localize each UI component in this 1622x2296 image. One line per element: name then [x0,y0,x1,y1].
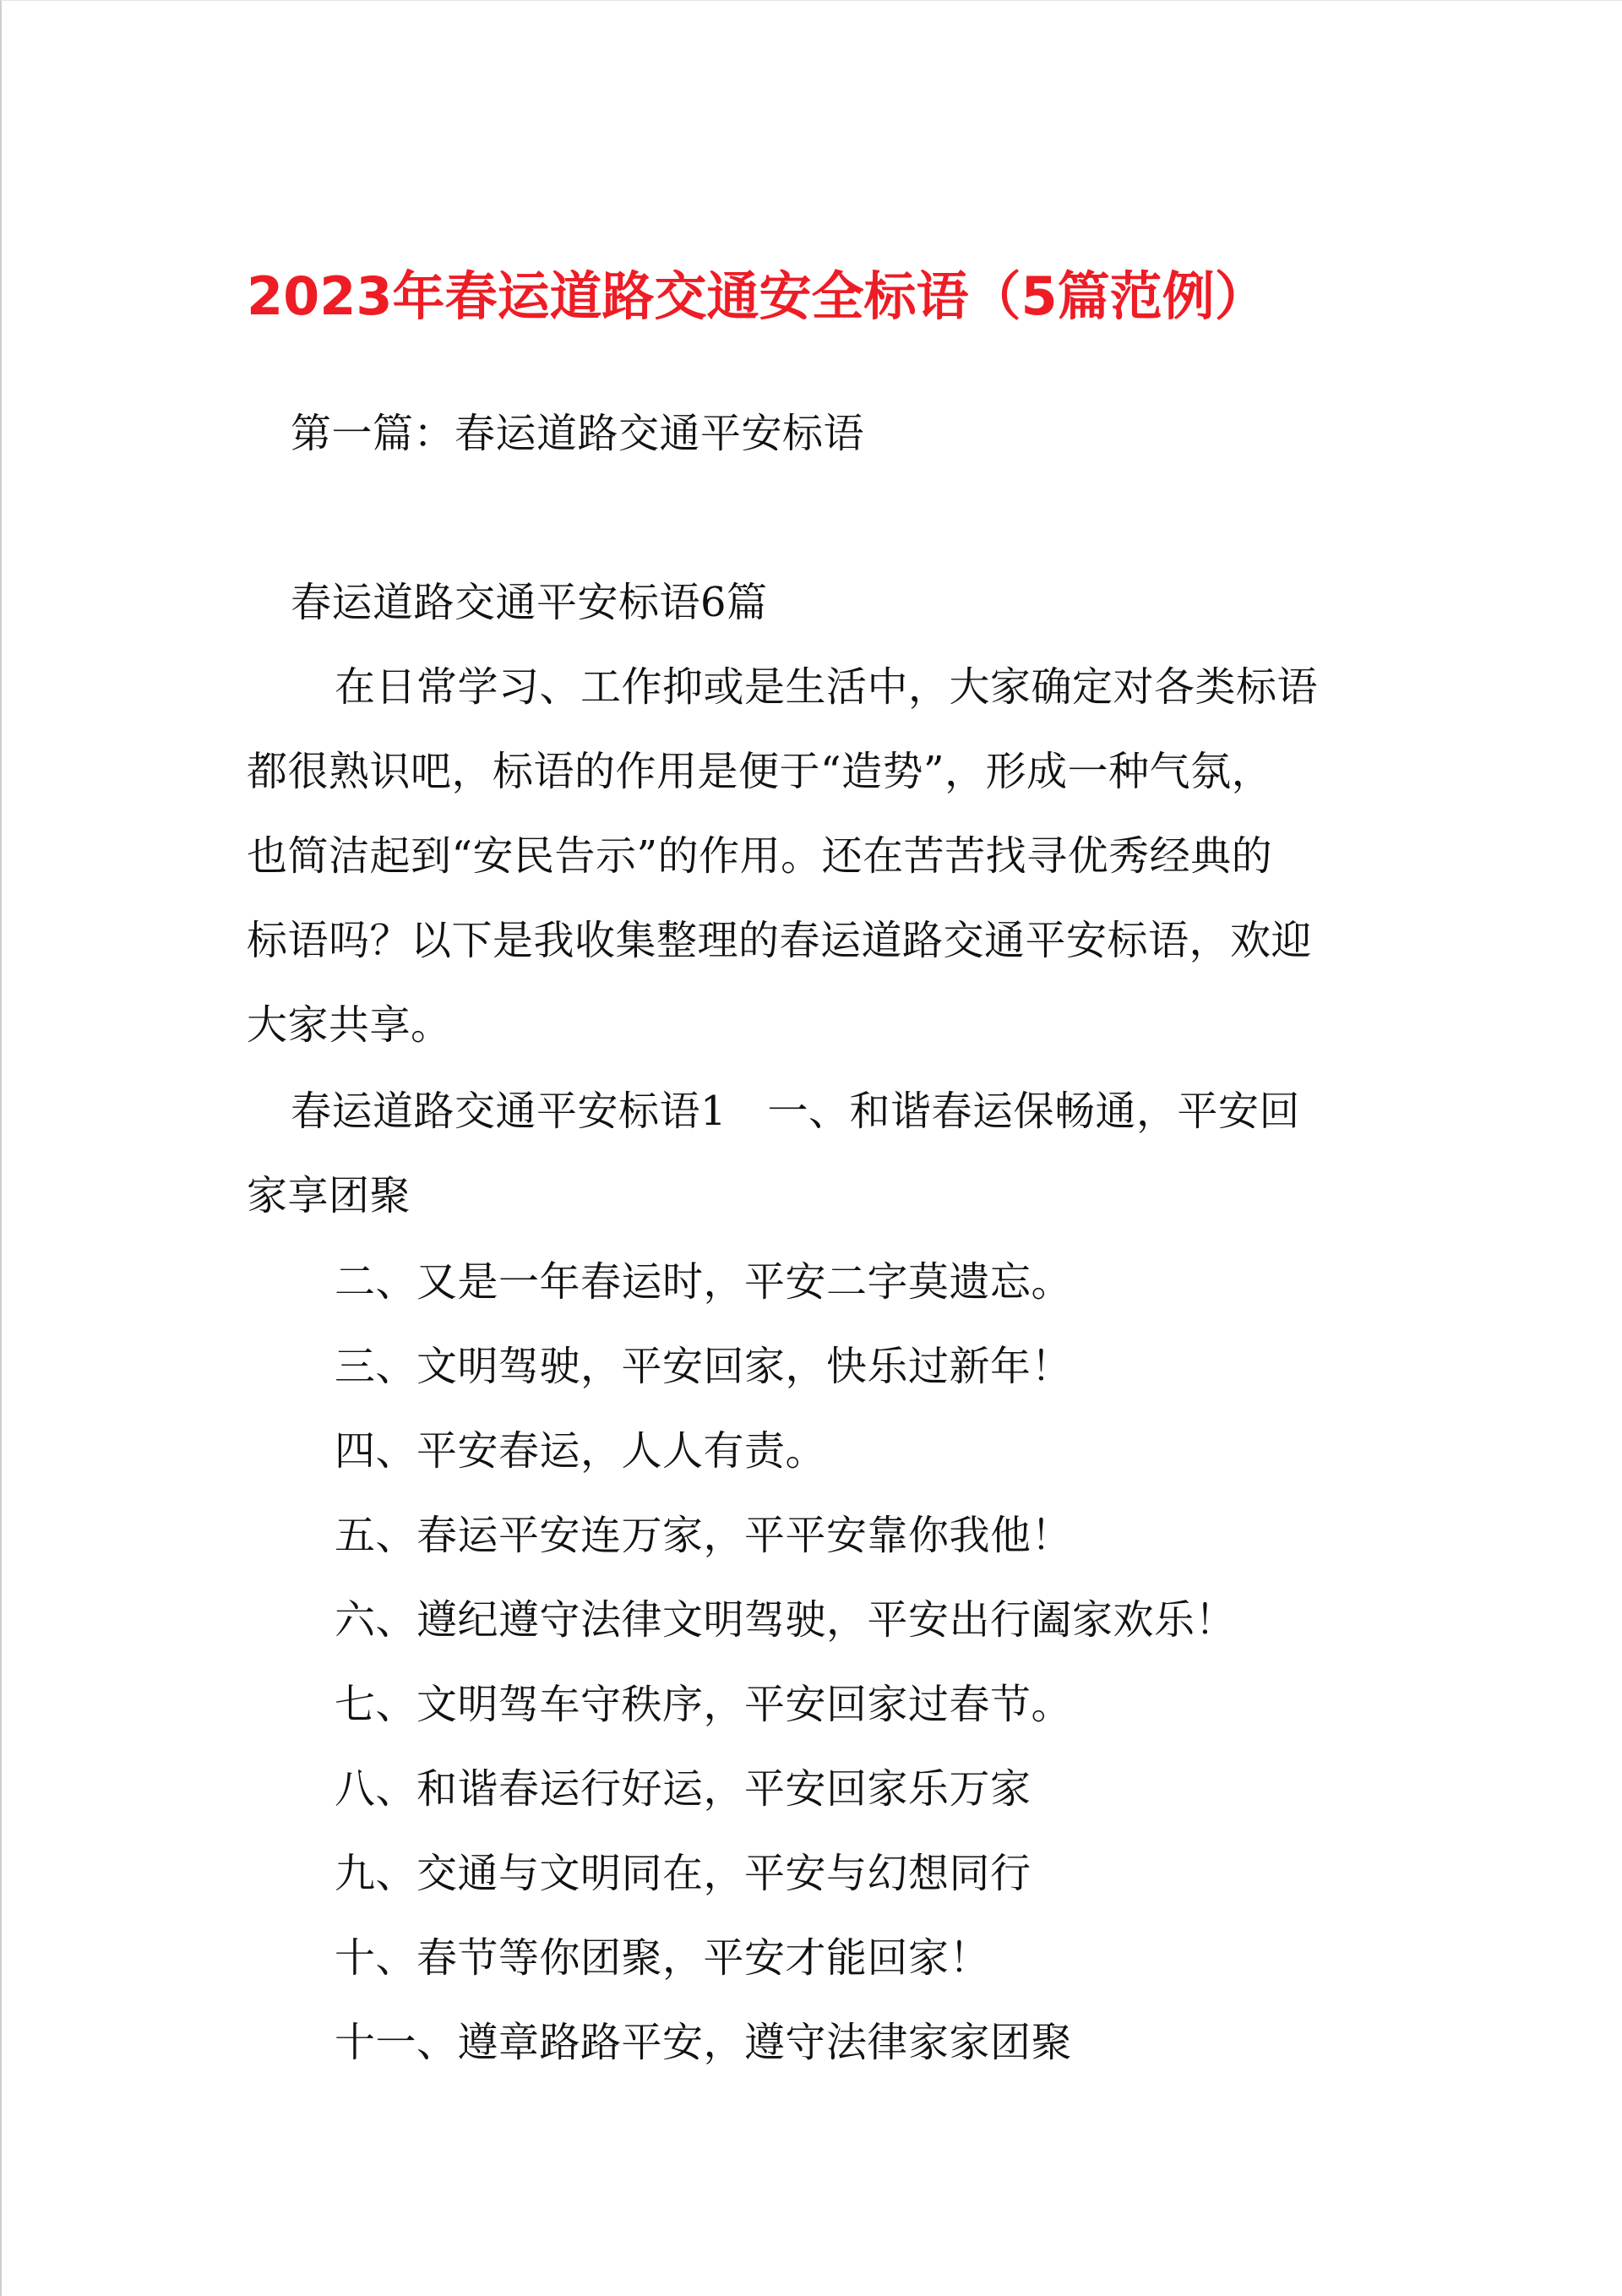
slogan-item: 八、和谐春运行好运，平安回家乐万家 [335,1765,1031,1813]
slogan-item: 六、遵纪遵守法律文明驾驶，平安出行阖家欢乐！ [335,1596,1237,1644]
slogan-item: 十、春节等你团聚，平安才能回家！ [335,1934,991,1982]
part1-line: 春运道路交通平安标语1 一、和谐春运保畅通，平安回 [291,1088,1301,1135]
slogan-item: 五、春运平安连万家，平平安靠你我他！ [335,1512,1073,1559]
intro-line: 在日常学习、工作抑或是生活中，大家确定对各类标语 [335,663,1319,711]
section-heading: 第一篇：春运道路交通平安标语 [291,410,865,457]
slogan-item: 十一、遵章路路平安，遵守法律家家团聚 [335,2019,1073,2066]
slogan-item: 七、文明驾车守秩序，平安回家过春节。 [335,1681,1073,1728]
slogan-item: 九、交通与文明同在，平安与幻想同行 [335,1850,1031,1897]
intro-line: 都很熟识吧，标语的作用是便于“造势”，形成一种气氛， [247,748,1273,795]
slogan-item: 三、文明驾驶，平安回家，快乐过新年！ [335,1343,1073,1390]
intro-line: 也简洁起到“安民告示”的作用。还在苦苦找寻优秀经典的 [247,832,1273,880]
document-title: 2023年春运道路交通安全标语（5篇范例） [247,265,1267,327]
subheading: 春运道路交通平安标语6篇 [291,579,768,626]
slogan-item: 四、平安春运，人人有责。 [335,1427,827,1475]
intro-line: 大家共享。 [247,1001,452,1049]
part1-line: 家享团聚 [247,1172,411,1219]
intro-line: 标语吗？以下是我收集整理的春运道路交通平安标语，欢迎 [247,917,1313,964]
slogan-item: 二、又是一年春运时，平安二字莫遗忘。 [335,1258,1073,1306]
